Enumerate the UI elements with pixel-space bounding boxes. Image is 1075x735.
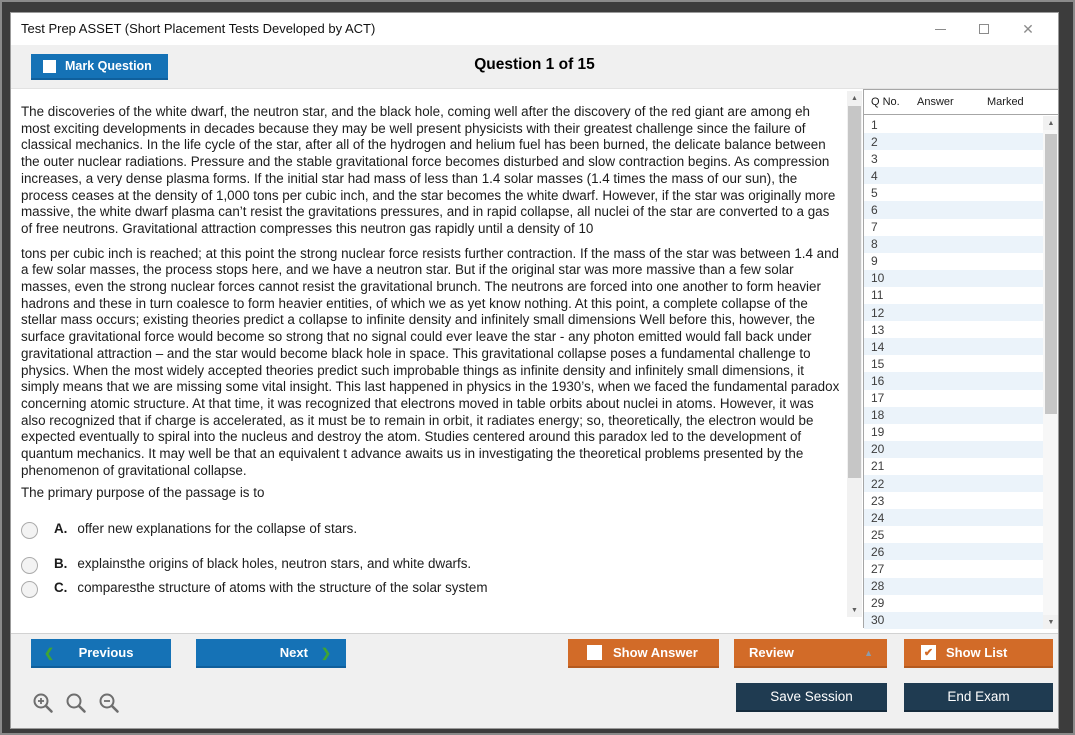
cell-qno: 26 bbox=[871, 544, 885, 559]
show-list-checkbox-icon[interactable]: ✔ bbox=[921, 645, 936, 660]
cell-qno: 17 bbox=[871, 391, 885, 406]
cell-qno: 8 bbox=[871, 237, 878, 252]
question-list-header bbox=[864, 90, 1059, 115]
review-label: Review bbox=[749, 645, 794, 660]
table-row[interactable] bbox=[864, 219, 1043, 236]
cell-qno: 18 bbox=[871, 408, 885, 423]
table-row[interactable] bbox=[864, 475, 1043, 492]
option-letter: B. bbox=[54, 556, 68, 572]
header-answer: Answer bbox=[917, 96, 954, 108]
close-button[interactable] bbox=[1006, 13, 1050, 45]
scroll-down-icon[interactable]: ▼ bbox=[847, 603, 862, 617]
cell-qno: 12 bbox=[871, 305, 885, 320]
zoom-controls bbox=[31, 691, 121, 718]
table-row[interactable] bbox=[864, 287, 1043, 304]
end-exam-label: End Exam bbox=[947, 689, 1010, 704]
scrollbar-thumb[interactable] bbox=[848, 106, 861, 478]
scroll-down-icon[interactable]: ▼ bbox=[1043, 615, 1059, 629]
minimize-button[interactable] bbox=[918, 13, 962, 45]
table-row[interactable] bbox=[864, 424, 1043, 441]
table-row[interactable] bbox=[864, 612, 1043, 629]
window-controls bbox=[918, 13, 1050, 45]
scroll-up-icon[interactable]: ▲ bbox=[1043, 116, 1059, 130]
table-row[interactable] bbox=[864, 355, 1043, 372]
table-row[interactable] bbox=[864, 150, 1043, 167]
minimize-icon bbox=[935, 29, 946, 30]
table-row[interactable] bbox=[864, 390, 1043, 407]
save-session-button[interactable] bbox=[736, 683, 887, 712]
cell-qno: 15 bbox=[871, 356, 885, 371]
toolbar bbox=[11, 45, 1058, 89]
cell-qno: 11 bbox=[871, 288, 884, 303]
next-label: Next bbox=[279, 645, 308, 660]
cell-qno: 25 bbox=[871, 527, 885, 542]
close-icon: ✕ bbox=[1022, 21, 1034, 37]
table-row[interactable] bbox=[864, 509, 1043, 526]
cell-qno: 23 bbox=[871, 493, 885, 508]
table-row[interactable] bbox=[864, 133, 1043, 150]
question-list-scrollbar[interactable] bbox=[1043, 116, 1059, 629]
table-row[interactable] bbox=[864, 270, 1043, 287]
previous-label: Previous bbox=[78, 645, 134, 660]
passage-scrollbar[interactable] bbox=[847, 91, 862, 617]
show-answer-button[interactable] bbox=[568, 639, 719, 668]
table-row[interactable] bbox=[864, 201, 1043, 218]
answer-option-b[interactable] bbox=[21, 556, 841, 576]
cell-qno: 19 bbox=[871, 425, 885, 440]
cell-qno: 9 bbox=[871, 254, 878, 269]
radio-button-icon[interactable] bbox=[21, 557, 38, 574]
zoom-out-button[interactable] bbox=[97, 691, 121, 718]
passage-paragraph: The discoveries of the white dwarf, the neutron star, and the black hole, coming well after the discovery of the red giant are among eh most exciting developments in decades because they may be well present physicists with their greatest challenge since the failure of classical mechanics. In the life cycle of the star, after all of the hydrogen and helium fuel has been burned, the delicate balance between the outer nuclear radiations. Pressure and the stable gravitational force becomes disturbed and slow contraction begins. As compression increases, a very dense plasma forms. If the initial star had mass of less than 1.4 solar masses (1.4 times the mass of our sun), the process ceases at the density of 1,000 tons per cubic inch, and the star becomes the white dwarf. However, if the star was originally more massive, the white dwarf plasma can’t resist the gravitations pressures, and in rapid collapse, all nuclei of the star are converted to a gas of free neutrons. Gravitational attraction compresses this neutron gas rapidly until a density of 10 bbox=[21, 104, 836, 236]
cell-qno: 24 bbox=[871, 510, 885, 525]
table-row[interactable] bbox=[864, 458, 1043, 475]
cell-qno: 30 bbox=[871, 613, 885, 628]
zoom-in-button[interactable] bbox=[31, 691, 55, 718]
table-row[interactable] bbox=[864, 338, 1043, 355]
answer-option-a[interactable] bbox=[21, 521, 841, 541]
cell-qno: 16 bbox=[871, 373, 885, 388]
cell-qno: 4 bbox=[871, 168, 878, 183]
maximize-icon bbox=[979, 24, 989, 34]
cell-qno: 20 bbox=[871, 442, 885, 457]
option-text: explainsthe origins of black holes, neutron stars, and white dwarfs. bbox=[77, 556, 472, 572]
end-exam-button[interactable] bbox=[904, 683, 1053, 712]
table-row[interactable] bbox=[864, 372, 1043, 389]
question-list-panel bbox=[863, 89, 1059, 628]
zoom-in-icon bbox=[31, 691, 55, 715]
radio-button-icon[interactable] bbox=[21, 522, 38, 539]
option-text: offer new explanations for the collapse of stars. bbox=[77, 521, 358, 537]
table-row[interactable] bbox=[864, 184, 1043, 201]
passage-area bbox=[11, 89, 847, 625]
question-list-body bbox=[864, 116, 1043, 629]
table-row[interactable] bbox=[864, 116, 1043, 133]
cell-qno: 22 bbox=[871, 476, 885, 491]
cell-qno: 13 bbox=[871, 322, 885, 337]
table-row[interactable] bbox=[864, 578, 1043, 595]
app-window bbox=[10, 12, 1059, 729]
next-button[interactable] bbox=[196, 639, 346, 668]
question-prompt: The primary purpose of the passage is to bbox=[21, 485, 265, 501]
show-list-button[interactable] bbox=[904, 639, 1053, 668]
option-letter: A. bbox=[54, 521, 68, 537]
cell-qno: 5 bbox=[871, 185, 878, 200]
show-answer-checkbox-icon[interactable] bbox=[587, 645, 602, 660]
cell-qno: 14 bbox=[871, 339, 885, 354]
maximize-button[interactable] bbox=[962, 13, 1006, 45]
mark-question-label: Mark Question bbox=[65, 59, 152, 73]
table-row[interactable] bbox=[864, 304, 1043, 321]
answer-option-c[interactable] bbox=[21, 580, 841, 600]
table-row[interactable] bbox=[864, 321, 1043, 338]
table-row[interactable] bbox=[864, 492, 1043, 509]
caret-up-icon: ▲ bbox=[864, 647, 873, 658]
cell-qno: 10 bbox=[871, 271, 885, 286]
scroll-up-icon[interactable]: ▲ bbox=[847, 91, 862, 105]
question-counter: Question 1 of 15 bbox=[474, 56, 595, 73]
cell-qno: 3 bbox=[871, 151, 878, 166]
table-row[interactable] bbox=[864, 236, 1043, 253]
table-row[interactable] bbox=[864, 167, 1043, 184]
cell-qno: 1 bbox=[871, 117, 878, 132]
table-row[interactable] bbox=[864, 407, 1043, 424]
previous-button[interactable] bbox=[31, 639, 171, 668]
cell-qno: 21 bbox=[871, 459, 885, 474]
cell-qno: 29 bbox=[871, 596, 885, 611]
title-bar bbox=[11, 13, 1058, 45]
main-content bbox=[11, 89, 1058, 633]
show-answer-label: Show Answer bbox=[613, 645, 698, 660]
window-title: Test Prep ASSET (Short Placement Tests Developed by ACT) bbox=[21, 21, 376, 36]
cell-qno: 28 bbox=[871, 579, 885, 594]
zoom-out-icon bbox=[97, 691, 121, 715]
radio-button-icon[interactable] bbox=[21, 581, 38, 598]
table-row[interactable] bbox=[864, 543, 1043, 560]
cell-qno: 2 bbox=[871, 134, 878, 149]
save-session-label: Save Session bbox=[770, 689, 853, 704]
passage-paragraph: tons per cubic inch is reached; at this point the strong nuclear force resists further contraction. If the mass of the star was between 1.4 and a few solar masses, the process stops here, and we have a neutron star. But if the original star was more massive than a few solar masses, even the strong nuclear forces cannot resist the gravitational brunch. The neutrons are forced into one another to form heavier hadrons and these in turn coalesce to form heavier entities, of which we as yet know nothing. At this point, a complete collapse of the stellar mass occurs; existing theories predict a collapse to infinite density and infinitely small dimensions Well before this, however, the surface gravitational force would become so strong that no signal could ever leave the star - any photon emitted would fall back under gravitational attraction – and the star would become black hole in space. This gravitational collapse poses a fundamental challenge to physics. When the most widely accepted theories predict such improbable things as infinite density and infinitely small dimensions, it simply means that we are missing some vital insight. This last happened in physics in the 1930’s, when we faced the fundamental paradox concerning atomic structure. At that time, it was recognized that electrons moved in table orbits about nuclei in atoms. However, it was also recognized that if charge is accelerated, as it must be to remain in orbit, it radiates energy; so, theoretically, the electron would be expected eventually to spiral into the nucleus and destroy the atom. Studies centered around this paradox led to the development of quantum mechanics. It may well be that an equivalent t advance awaits us in investigating the theoretical problems presented by the phenomenon of gravitational collapse. bbox=[21, 245, 840, 478]
scrollbar-thumb[interactable] bbox=[1045, 134, 1057, 414]
cell-qno: 27 bbox=[871, 561, 885, 576]
show-list-label: Show List bbox=[946, 645, 1008, 660]
chevron-right-icon: ❯ bbox=[320, 645, 331, 660]
review-button[interactable] bbox=[734, 639, 887, 668]
cell-qno: 6 bbox=[871, 203, 878, 218]
header-qno: Q No. bbox=[871, 96, 900, 108]
table-row[interactable] bbox=[864, 441, 1043, 458]
chevron-left-icon: ❮ bbox=[44, 645, 55, 660]
table-row[interactable] bbox=[864, 526, 1043, 543]
zoom-reset-button[interactable] bbox=[64, 691, 88, 718]
magnifier-icon bbox=[64, 691, 88, 715]
bottom-bar bbox=[11, 633, 1058, 729]
option-letter: C. bbox=[54, 580, 68, 596]
table-row[interactable] bbox=[864, 253, 1043, 270]
header-marked: Marked bbox=[987, 96, 1024, 108]
table-row[interactable] bbox=[864, 560, 1043, 577]
table-row[interactable] bbox=[864, 595, 1043, 612]
option-text: comparesthe structure of atoms with the structure of the solar system bbox=[77, 580, 488, 596]
cell-qno: 7 bbox=[871, 220, 878, 235]
